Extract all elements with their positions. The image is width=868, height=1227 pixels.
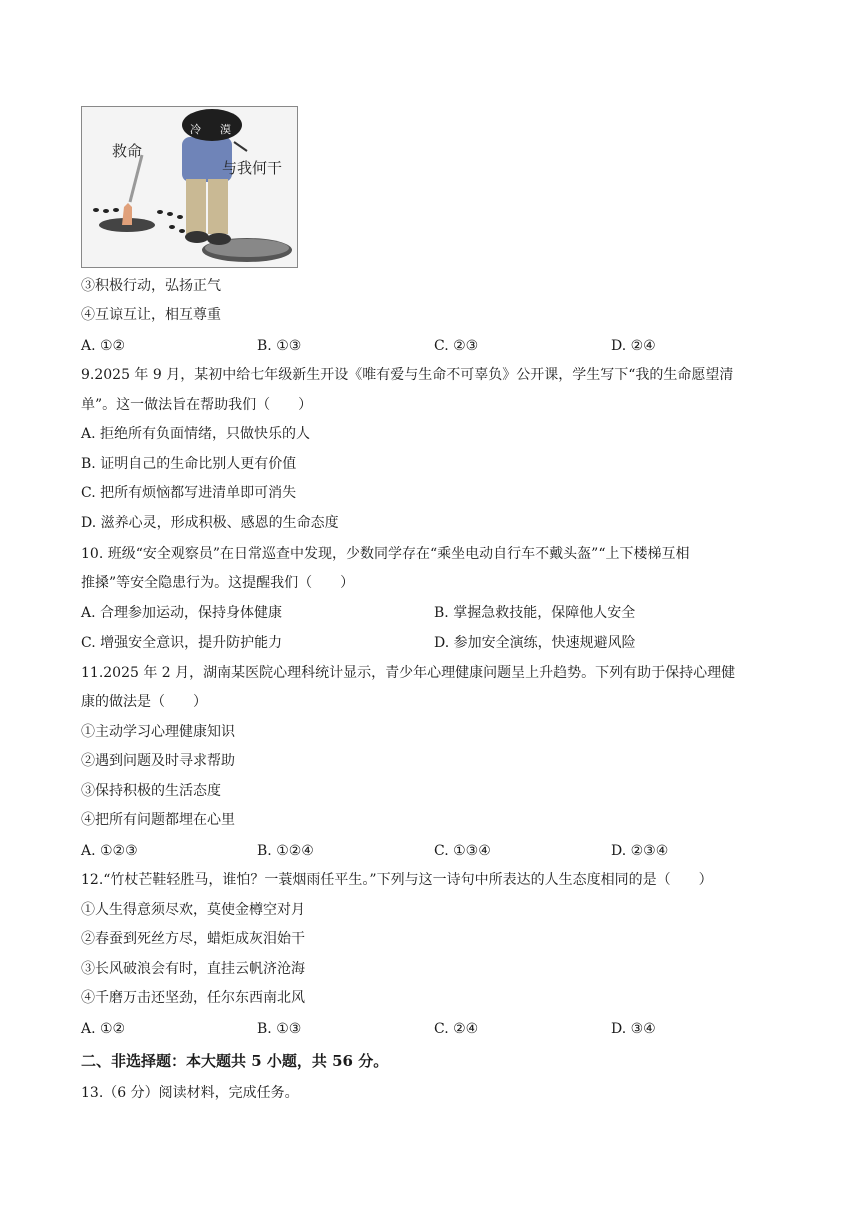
- q8-option-d: D. ②④: [611, 338, 656, 354]
- q10-stem-line-1: 10. 班级“安全观察员”在日常巡查中发现，少数同学存在“乘坐电动自行车不戴头盔”“上下楼梯互相: [81, 546, 690, 562]
- q8-item-4: ④互谅互让，相互尊重: [81, 307, 221, 323]
- q10-stem-line-2: 推搡”等安全隐患行为。这提醒我们（ ）: [81, 575, 355, 591]
- q11-item-4: ④把所有问题都埋在心里: [81, 812, 235, 828]
- q9-stem-line-2: 单”。这一做法旨在帮助我们（ ）: [81, 397, 313, 413]
- q8-option-b: B. ①③: [257, 338, 302, 354]
- q11-option-c: C. ①③④: [434, 843, 491, 859]
- q12-item-4: ④千磨万击还坚劲，任尔东西南北风: [81, 990, 305, 1006]
- q12-stem: 12.“竹杖芒鞋轻胜马，谁怕？一蓑烟雨任平生。”下列与这一诗句中所表达的人生态度相同的是（ ）: [81, 872, 713, 888]
- q12-item-1: ①人生得意须尽欢，莫使金樽空对月: [81, 902, 305, 918]
- q9-option-a: A. 拒绝所有负面情绪，只做快乐的人: [81, 426, 311, 442]
- q8-option-c: C. ②③: [434, 338, 479, 354]
- q12-option-c: C. ②④: [434, 1021, 479, 1037]
- q11-stem-line-2: 康的做法是（ ）: [81, 694, 207, 710]
- q11-option-b: B. ①②④: [257, 843, 314, 859]
- q12-option-a: A. ①②: [81, 1021, 126, 1037]
- q8-option-a: A. ①②: [81, 338, 126, 354]
- section-2-heading: 二、非选择题：本大题共 5 小题，共 56 分。: [81, 1052, 389, 1070]
- q11-option-d: D. ②③④: [611, 843, 669, 859]
- q11-option-a: A. ①②③: [81, 843, 138, 859]
- q10-option-d: D. 参加安全演练，快速规避风险: [434, 635, 636, 651]
- q12-item-2: ②春蚕到死丝方尽，蜡炬成灰泪始干: [81, 931, 305, 947]
- q8-item-3: ③积极行动，弘扬正气: [81, 278, 221, 294]
- q12-option-b: B. ①③: [257, 1021, 302, 1037]
- q11-stem-line-1: 11.2025 年 2 月，湖南某医院心理科统计显示，青少年心理健康问题呈上升趋势。下列有助于保持心理健: [81, 665, 736, 681]
- cartoon-illustration: [81, 106, 298, 268]
- cartoon-hat-char-2: 漠: [220, 123, 231, 136]
- q11-item-1: ①主动学习心理健康知识: [81, 724, 235, 740]
- q13-stem: 13.（6 分）阅读材料，完成任务。: [81, 1085, 299, 1101]
- q9-option-d: D. 滋养心灵，形成积极、感恩的生命态度: [81, 515, 339, 531]
- q11-item-3: ③保持积极的生活态度: [81, 783, 221, 799]
- q9-option-c: C. 把所有烦恼都写进清单即可消失: [81, 485, 297, 501]
- q10-option-c: C. 增强安全意识，提升防护能力: [81, 635, 283, 651]
- q9-option-b: B. 证明自己的生命比别人更有价值: [81, 456, 297, 472]
- cartoon-caption-left: 救命: [112, 142, 143, 160]
- cartoon-hat-char-1: 冷: [190, 123, 201, 136]
- q12-item-3: ③长风破浪会有时，直挂云帆济沧海: [81, 961, 305, 977]
- q10-option-b: B. 掌握急救技能，保障他人安全: [434, 605, 636, 621]
- q11-item-2: ②遇到问题及时寻求帮助: [81, 753, 235, 769]
- q10-option-a: A. 合理参加运动，保持身体健康: [81, 605, 283, 621]
- cartoon-caption-right: 与我何干: [222, 159, 283, 177]
- q12-option-d: D. ③④: [611, 1021, 656, 1037]
- q9-stem-line-1: 9.2025 年 9 月，某初中给七年级新生开设《唯有爱与生命不可辜负》公开课，学生写下“我的生命愿望清: [81, 367, 734, 383]
